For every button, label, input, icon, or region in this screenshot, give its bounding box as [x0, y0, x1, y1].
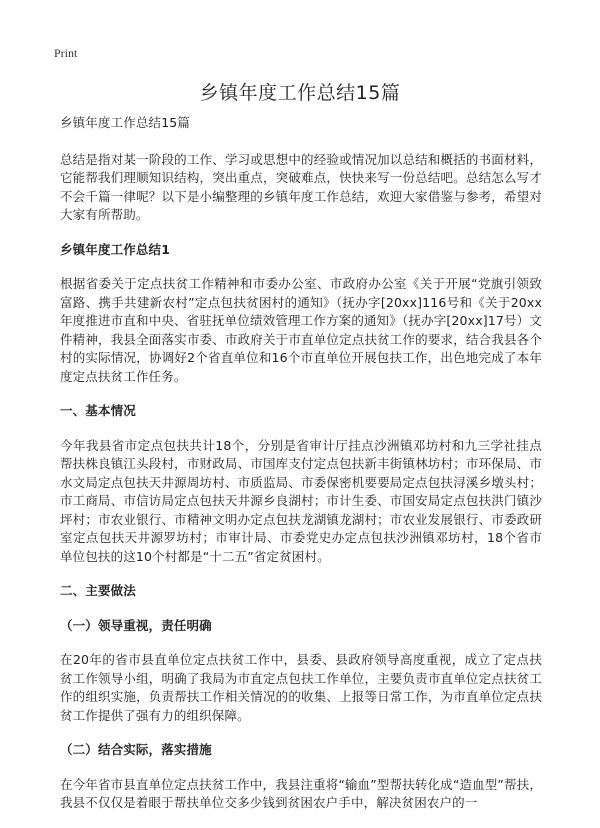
section-heading-basic-situation: 一、基本情况 [60, 403, 136, 418]
summary-1-paragraph: 根据省委关于定点扶贫工作精神和市委办公室、市政府办公室《关于开展“党旗引领致富路、携手共建新农村”定点包扶贫困村的通知》（抚办字[20xx]116号和《关于20xx年度推进市直和中央、省驻抚单位绩效管理工作方案的通知》（抚办字[20xx]17号）文件精神，我县全面落实市委、市政府关于市直单位定点扶贫工作的要求，结合我县各个村的实际情况，协调好2个省直单位和16个市直单位开展包扶工作，出色地完成了本年度定点扶贫工作任务。 [60, 276, 542, 384]
measures-paragraph: 在今年省市县直单位定点扶贫工作中，我县注重将“输血”型帮扶转化成“造血型”帮扶，我县不仅仅是着眼于帮扶单位交多少钱到贫困农户手中，解决贫困农户的一 [60, 776, 542, 810]
section-heading-main-practices: 二、主要做法 [60, 583, 136, 598]
document-subtitle: 乡镇年度工作总结15篇 [60, 115, 191, 130]
document-body [60, 114, 542, 817]
leadership-paragraph: 在20年的省市县直单位定点扶贫工作中，县委、县政府领导高度重视，成立了定点扶贫工作领导小组，明确了我局为市直定点包扶工作单位，主要负责市直单位定点扶贫工作的组织实施，负责帮扶工作相关情况的的收集、上报等日常工作，为市直单位定点扶贫工作提供了强有力的组织保障。 [60, 652, 542, 723]
section-heading-summary-1: 乡镇年度工作总结1 [60, 241, 171, 257]
page-title: 乡镇年度工作总结15篇 [199, 82, 401, 104]
print-link[interactable]: Print [54, 46, 78, 60]
subsection-heading-leadership: （一）领导重视，责任明确 [60, 617, 212, 633]
subsection-heading-measures: （二）结合实际，落实措施 [60, 742, 212, 757]
intro-paragraph: 总结是指对某一阶段的工作、学习或思想中的经验或情况加以总结和概括的书面材料，它能帮我们理顺知识结构，突出重点，突破难点，快快来写一份总结吧。总结怎么写才不会千篇一律呢？以下是小编整理的乡镇年度工作总结，欢迎大家借鉴与参考，希望对大家有所帮助。 [60, 151, 542, 222]
basic-situation-paragraph: 今年我县省市定点包扶共计18个，分别是省审计厅挂点沙洲镇邓坊村和九三学社挂点帮扶株良镇江头段村，市财政局、市国库支付定点包扶新丰街镇林坊村；市环保局、市水文局定点包扶天井源周坊村、市质监局、市委保密机要要局定点包扶浔溪乡墩头村；市工商局、市信访局定点包扶天井源乡良湖村；市计生委、市国安局定点包扶洪门镇沙坪村；市农业银行、市精神文明办定点包扶龙湖镇龙湖村；市农业发展银行、市委政研室定点包扶天井源罗坊村；市审计局、市委党史办定点包扶沙洲镇邓坊村，18个省市单位包扶的这10个村都是“十二五”省定贫困村。 [60, 437, 542, 564]
